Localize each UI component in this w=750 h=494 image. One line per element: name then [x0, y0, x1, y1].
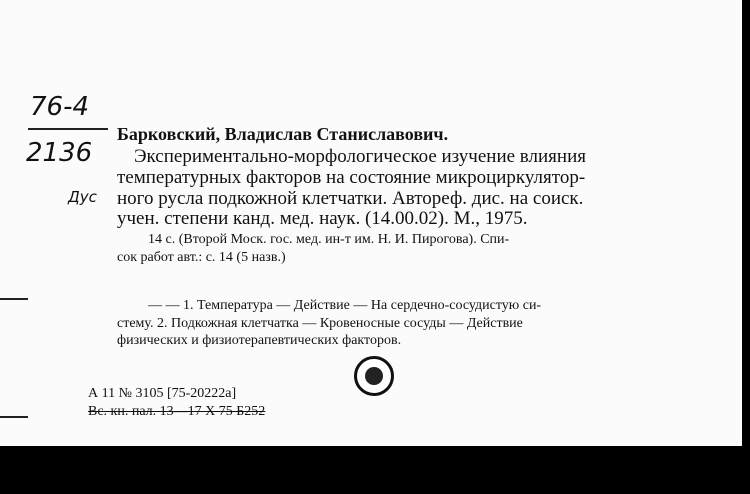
handwritten-divider [28, 128, 108, 130]
description-line-1: 14 с. (Второй Моск. гос. мед. ин-т им. Н. И. Пирогова). Спи- [148, 232, 510, 247]
title-line-1: Экспериментально-морфологическое изучение влияния [134, 146, 586, 167]
subject-line-1: — — 1. Температура — Действие — На сердечно-сосудистую си- [148, 298, 542, 313]
title-line-4: учен. степени канд. мед. наук. (14.00.02). М., 1975. [117, 208, 528, 229]
title-line-2: температурных факторов на состояние микроциркулятор- [117, 167, 586, 188]
handwritten-code-top: 76-4 [30, 92, 90, 122]
library-stamp-icon [354, 356, 394, 396]
author-heading: Барковский, Владислав Станиславович. [117, 124, 449, 144]
margin-tick [0, 298, 28, 300]
handwritten-mark: Дус [68, 188, 97, 206]
footer-code-2: Вс. кн. пал. 13—17 Х 75 Б252 [88, 404, 266, 419]
footer-code-1: А 11 № 3105 [75-20222а] [88, 386, 237, 401]
margin-tick [0, 416, 28, 418]
title-line-3: ного русла подкожной клетчатки. Автореф. дис. на соиск. [117, 188, 584, 209]
subject-line-3: физических и физиотерапевтических факторов. [117, 333, 402, 348]
subject-line-2: стему. 2. Подкожная клетчатка — Кровеносные сосуды — Действие [117, 316, 523, 331]
handwritten-code-bottom: 2136 [26, 138, 93, 168]
description-line-2: сок работ авт.: с. 14 (5 назв.) [117, 250, 286, 265]
